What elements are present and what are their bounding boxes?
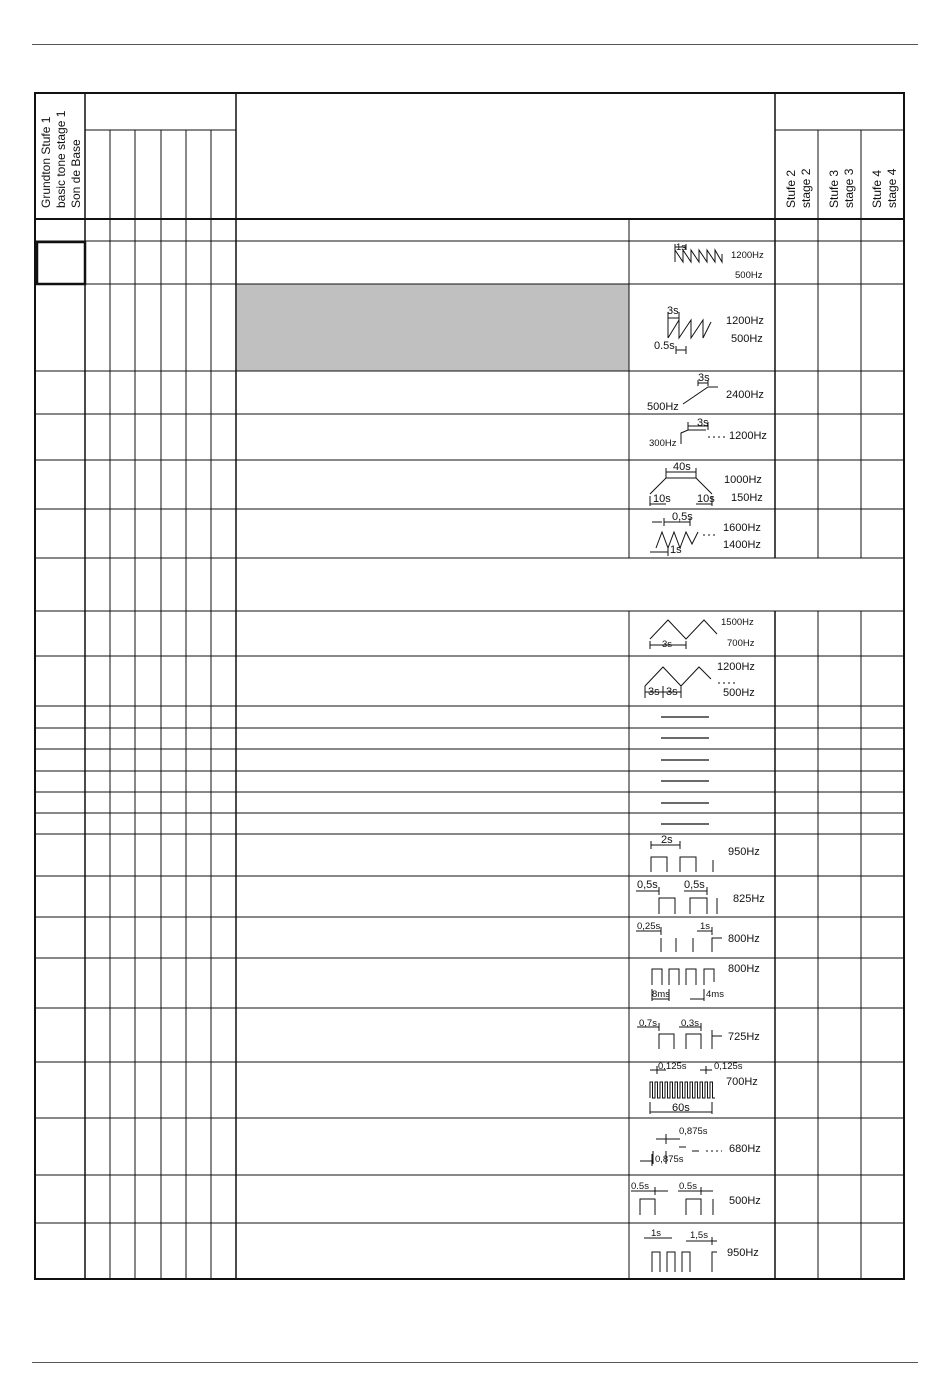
- signal-label: 0,125s: [658, 1061, 687, 1072]
- signal-label: 700Hz: [727, 638, 755, 649]
- signal-label: 1s: [700, 921, 711, 932]
- signal-label: 1s: [651, 1228, 662, 1239]
- signal-pulse-05s: [636, 879, 765, 914]
- signal-label: 0.5s: [631, 1181, 649, 1192]
- signal-label: 500Hz: [647, 401, 679, 413]
- signal-label: 725Hz: [728, 1031, 760, 1043]
- signal-label: 0,5s: [672, 511, 693, 523]
- stage-2-header-line-1: Stufe 2: [784, 169, 798, 208]
- signal-label: 3s: [666, 686, 678, 698]
- signal-label: 1400Hz: [723, 539, 761, 551]
- table-grid: [35, 93, 904, 1279]
- signal-label: 60s: [672, 1102, 690, 1114]
- signal-label: 0.5s: [679, 1181, 697, 1192]
- base-tone-line-3: Son de Base: [69, 139, 83, 208]
- signal-label: 0,875s: [679, 1126, 708, 1137]
- stage-2-header-line-2: stage 2: [799, 168, 813, 208]
- signal-label: 2400Hz: [726, 389, 764, 401]
- signal-label: 1,5s: [690, 1230, 708, 1241]
- base-tone-line-2: basic tone stage 1: [54, 110, 68, 208]
- signal-label: 825Hz: [733, 893, 765, 905]
- base-tone-header: [39, 110, 83, 208]
- signal-label: 1200Hz: [729, 430, 767, 442]
- stage-4-header-line-1: Stufe 4: [870, 169, 884, 208]
- signal-label: 150Hz: [731, 492, 763, 504]
- shaded-description-cell: [237, 284, 629, 371]
- signal-label: 4ms: [706, 989, 724, 1000]
- signal-label: 1200Hz: [717, 661, 755, 673]
- signal-pulse-8ms: [652, 963, 760, 1001]
- signal-sweep-hold: [647, 372, 764, 413]
- signal-label: 500Hz: [723, 687, 755, 699]
- signal-label: 0,25s: [637, 921, 661, 932]
- signal-sawtooth-up: [654, 305, 764, 354]
- signal-label: 1000Hz: [724, 474, 762, 486]
- signal-trapezoid: [650, 461, 763, 506]
- signal-triangle-dotted: [645, 661, 755, 699]
- signal-label: 950Hz: [727, 1247, 759, 1259]
- signal-label: 3s: [662, 639, 673, 650]
- signal-label: 500Hz: [731, 333, 763, 345]
- signal-label: 3s: [698, 372, 710, 384]
- signal-pulse-05s-b: [631, 1181, 761, 1215]
- signal-label: 40s: [673, 461, 691, 473]
- signal-label: 0,5s: [684, 879, 705, 891]
- signal-label: 1600Hz: [723, 522, 761, 534]
- signal-label: 0,7s: [639, 1018, 657, 1029]
- signal-label: 0,125s: [714, 1061, 743, 1072]
- base-tone-line-1: Grundton Stufe 1: [39, 116, 53, 208]
- signal-label: 800Hz: [728, 963, 760, 975]
- signal-label: 950Hz: [728, 846, 760, 858]
- signal-label: 10s: [697, 493, 715, 505]
- signal-label: 2s: [661, 834, 673, 846]
- signal-label: 3s: [697, 417, 709, 429]
- signal-label: 680Hz: [729, 1143, 761, 1155]
- stage-3-header-line-1: Stufe 3: [827, 169, 841, 208]
- signal-label: 700Hz: [726, 1076, 758, 1088]
- signal-label: 10s: [653, 493, 671, 505]
- signal-label: 0,5s: [637, 879, 658, 891]
- signal-label: 3s: [667, 305, 679, 317]
- signal-label: 0.5s: [654, 340, 675, 352]
- signal-label: 1200Hz: [726, 315, 764, 327]
- signal-label: 500Hz: [735, 270, 763, 281]
- signal-pulse-0875s: [640, 1126, 761, 1166]
- signal-label: 1500Hz: [721, 617, 754, 628]
- stage-3-header-line-2: stage 3: [842, 168, 856, 208]
- signal-label: 3s: [648, 686, 660, 698]
- signal-label: 800Hz: [728, 933, 760, 945]
- signal-label: 0,875s: [655, 1154, 684, 1165]
- selected-cell-highlight: [37, 242, 85, 284]
- signal-triangle: [650, 617, 755, 650]
- signal-zigzag: [650, 511, 761, 556]
- signal-sawtooth-down: [675, 242, 764, 281]
- signal-label: 1s: [676, 242, 687, 253]
- signal-label: 8ms: [652, 989, 670, 1000]
- signal-pulse-07s: [637, 1018, 760, 1049]
- signal-label: 1200Hz: [731, 250, 764, 261]
- table-border: [35, 93, 904, 1279]
- signal-label: 300Hz: [649, 438, 677, 449]
- signal-pulse-025s: [636, 921, 760, 952]
- pulse-train-bars: [650, 1082, 715, 1098]
- signal-sweep-hold-dotted: [649, 417, 767, 449]
- stage-4-header-line-2: stage 4: [885, 168, 899, 208]
- signal-pulse-1s: [644, 1228, 759, 1272]
- signal-label: 0,3s: [681, 1018, 699, 1029]
- signal-label: 1s: [670, 544, 682, 556]
- signal-label: 500Hz: [729, 1195, 761, 1207]
- signal-pulse-train: [650, 1061, 758, 1114]
- stage-headers: [784, 168, 899, 208]
- signal-pulse-2s: [651, 834, 760, 872]
